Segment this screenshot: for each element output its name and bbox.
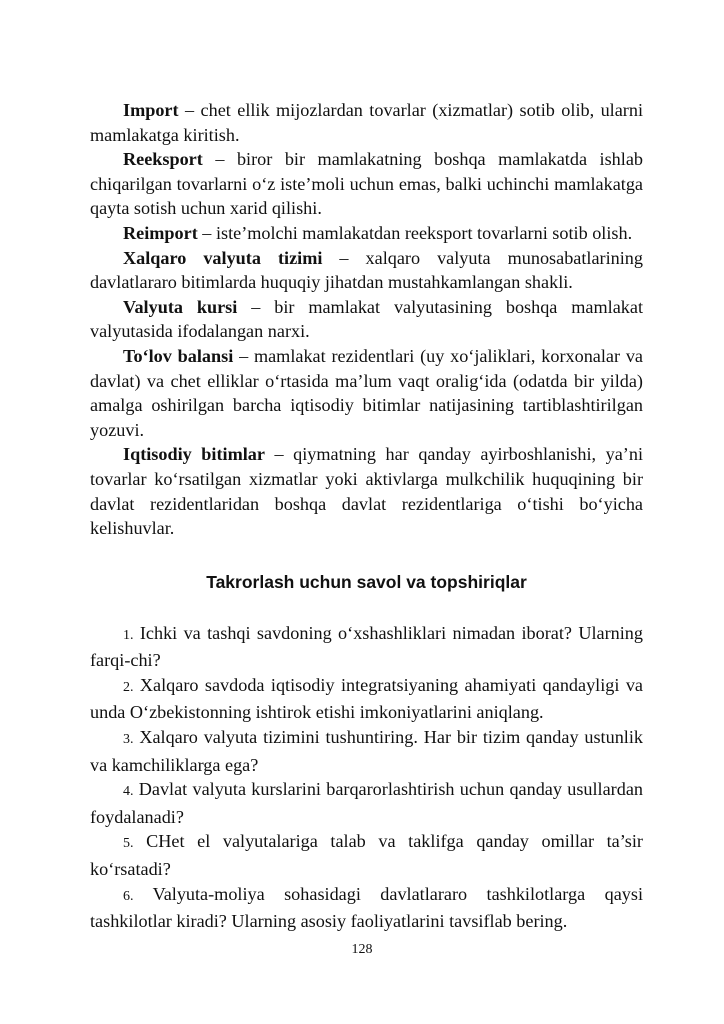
term: Iqtisodiy bitimlar: [123, 444, 265, 465]
definition-text: – bir mamlakat valyutasining boshqa mamlakat valyutasida ifodalangan narxi.: [90, 296, 643, 342]
question-item: [90, 673, 643, 725]
definition-text: – qiymatning har qanday ayirboshlanishi, ya’ni tovarlar ko‘rsatilgan xizmatlar yoki aktivlarga mulkchilik huquqining bir davlat rezidentlaridan boshqa davlat rezidentlariga o‘tishi bo‘yicha kelishuvlar.: [90, 444, 643, 539]
page-body: [90, 98, 643, 934]
definition-tolov-balansi: [90, 344, 643, 442]
page-number: 128: [351, 942, 373, 957]
question-item: [90, 621, 643, 673]
question-number: 4.: [123, 784, 134, 800]
definition-text: – xalqaro valyuta munosabatlarining davlatlararo bitimlarda huquqiy jihatdan mustahkamlangan shakli.: [90, 247, 643, 293]
question-item: [90, 725, 643, 777]
question-number: 1.: [123, 627, 134, 643]
question-number: 2.: [123, 679, 134, 695]
question-number: 3.: [123, 732, 134, 748]
term: To‘lov balansi: [123, 345, 234, 366]
term: Import: [123, 100, 179, 120]
definition-iqtisodiy-bitimlar: [90, 442, 643, 540]
term: Valyuta kursi: [123, 296, 238, 317]
definition-reimport: [90, 221, 643, 246]
definition-text: – biror bir mamlakatning boshqa mamlakatda ishlab chiqarilgan tovarlarni o‘z iste’moli uchun emas, balki uchinchi mamlakatga qayta sotish uchun xarid qilishi.: [90, 149, 643, 219]
term: Xalqaro valyuta tizimi: [123, 247, 323, 268]
definition-xalqaro-valyuta-tizimi: [90, 246, 643, 295]
question-number: 6.: [123, 888, 134, 904]
definition-valyuta-kursi: [90, 295, 643, 344]
question-text: Xalqaro savdoda iqtisodiy integratsiyaning ahamiyati qandayligi va unda O‘zbekistonning ishtirok etishi imkoniyatlarini aniqlang.: [90, 674, 643, 723]
term: Reimport: [123, 222, 198, 243]
definition-import: [90, 98, 643, 147]
question-item: [90, 829, 643, 881]
question-text: Valyuta-moliya sohasidagi davlatlararo tashkilotlarga qaysi tashkilotlar kiradi? Ularning asosiy faoliyatlarini tavsiflab bering.: [90, 883, 643, 932]
question-number: 5.: [123, 836, 134, 852]
question-text: Ichki va tashqi savdoning o‘xshashliklari nimadan iborat? Ularning farqi-chi?: [90, 622, 643, 671]
definition-text: – iste’molchi mamlakatdan reeksport tovarlarni sotib olish.: [197, 222, 633, 243]
question-item: [90, 777, 643, 829]
definition-text: – mamlakat rezidentlari (uy xo‘jaliklari, korxonalar va davlat) va chet elliklar o‘rtasida ma’lum vaqt oralig‘ida (odatda bir yilda) amalga oshirilgan barcha iqtisodiy bitimlar natijasining tartiblashtirilgan yozuvi.: [90, 345, 644, 440]
term: Reeksport: [123, 149, 203, 170]
question-text: Davlat valyuta kurslarini barqarorlashtirish uchun qanday usullardan foydalanadi?: [90, 779, 643, 827]
question-item: [90, 882, 643, 934]
definition-text: – chet ellik mijozlardan tovarlar (xizmatlar) sotib olib, ularni mamlakatga kiritish.: [90, 100, 643, 145]
definition-reeksport: [90, 147, 643, 221]
question-text: CHet el valyutalariga talab va taklifga qanday omillar ta’sir ko‘rsatadi?: [90, 831, 643, 880]
section-title: Takrorlash uchun savol va topshiriqlar: [206, 571, 527, 592]
question-text: Xalqaro valyuta tizimini tushuntiring. Har bir tizim qanday ustunlik va kamchiliklarga ega?: [90, 727, 643, 775]
